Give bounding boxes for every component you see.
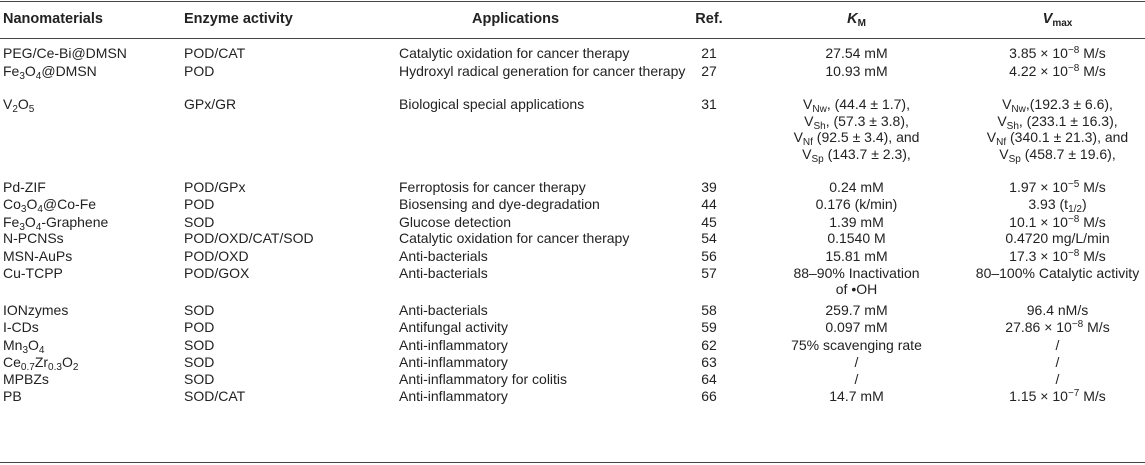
cell-application: Anti-inflammatory xyxy=(399,336,508,353)
vmax-line xyxy=(970,113,1145,130)
vmax-line xyxy=(970,337,1145,354)
cell-km xyxy=(743,96,970,166)
nanomaterial-subscript: 5 xyxy=(28,104,35,115)
vmax-text: V xyxy=(986,129,997,146)
km-line xyxy=(743,129,970,149)
cell-vmax xyxy=(970,265,1145,282)
nanomaterial-text: PB xyxy=(3,387,22,404)
km-line: 0.1540 M xyxy=(827,230,886,246)
nanomaterial-text: @Co-Fe xyxy=(42,195,97,212)
nanomaterial-text: Pd-ZIF xyxy=(3,178,46,195)
vmax-line xyxy=(970,302,1145,319)
nanomaterial-text: O xyxy=(28,336,39,353)
vmax-line xyxy=(970,214,1145,231)
vmax-exponent: −7 xyxy=(1067,387,1080,399)
vmax-line xyxy=(970,45,1145,62)
vmax-text: 3.93 (t xyxy=(1028,195,1069,212)
cell-application: Antifungal activity xyxy=(399,318,508,335)
vmax-text: V xyxy=(1002,96,1012,112)
nanomaterial-text: O xyxy=(17,96,29,112)
vmax-text: (458.7 ± 19.6), xyxy=(1020,146,1116,163)
vmax-subscript: Sp xyxy=(1008,154,1021,166)
km-line: 0.097 mM xyxy=(825,318,888,335)
cell-nanomaterial xyxy=(3,302,68,319)
nanomaterial-subscript: 4 xyxy=(38,344,45,356)
cell-vmax xyxy=(970,388,1145,405)
cell-ref: 21 xyxy=(701,45,717,61)
km-line: 0.24 mM xyxy=(829,178,884,195)
vmax-line xyxy=(970,371,1145,388)
cell-application: Glucose detection xyxy=(399,213,512,230)
cell-enzyme-activity: POD/OXD xyxy=(184,247,249,264)
cell-km xyxy=(743,354,970,371)
header-ref: Ref. xyxy=(695,11,723,27)
cell-enzyme-activity: POD/OXD/CAT/SOD xyxy=(184,230,314,246)
vmax-exponent: −5 xyxy=(1067,178,1080,190)
cell-ref: 31 xyxy=(701,96,717,112)
header-applications: Applications xyxy=(472,11,560,27)
cell-nanomaterial xyxy=(3,337,44,354)
vmax-line xyxy=(970,354,1145,371)
cell-vmax xyxy=(970,354,1145,371)
km-text: (92.5 ± 3.4), and xyxy=(812,129,920,146)
vmax-text: M/s xyxy=(1079,178,1106,195)
nanomaterial-text: Ce xyxy=(3,353,21,370)
cell-km xyxy=(743,63,970,80)
nanomaterial-subscript: 4 xyxy=(37,203,43,215)
cell-km xyxy=(743,302,970,319)
vmax-text: 17.3 × 10 xyxy=(1009,247,1068,264)
header-km: $K_M$ xyxy=(847,11,866,29)
vmax-subscript: 1/2 xyxy=(1068,203,1082,215)
vmax-exponent: −8 xyxy=(1071,318,1084,330)
cell-ref: 44 xyxy=(701,195,717,212)
km-line: 27.54 mM xyxy=(825,45,888,61)
vmax-text: 0.4720 mg/L/min xyxy=(1005,230,1110,246)
vmax-text: M/s xyxy=(1079,62,1106,79)
cell-km xyxy=(743,337,970,354)
cell-application: Anti-inflammatory xyxy=(399,353,508,370)
km-line: 10.93 mM xyxy=(825,62,888,79)
vmax-text: 27.86 × 10 xyxy=(1005,318,1072,335)
km-line xyxy=(743,96,970,113)
vmax-text: V xyxy=(997,112,1007,129)
vmax-line xyxy=(970,265,1145,282)
nanomaterial-text: Co xyxy=(3,195,21,212)
km-text: V xyxy=(804,112,814,129)
cell-nanomaterial xyxy=(3,354,78,371)
cell-km xyxy=(743,230,970,247)
cell-enzyme-activity: POD xyxy=(184,318,215,335)
cell-ref: 58 xyxy=(701,301,717,318)
vmax-text: M/s xyxy=(1079,213,1106,230)
nanomaterial-subscript: 0.3 xyxy=(48,361,62,373)
nanomaterial-subscript: 3 xyxy=(22,344,29,356)
cell-enzyme-activity: POD xyxy=(184,62,215,79)
nanomaterial-text: N-PCNSs xyxy=(3,230,64,246)
vmax-text: 96.4 nM/s xyxy=(1026,301,1089,318)
cell-vmax xyxy=(970,319,1145,336)
cell-application: Biological special applications xyxy=(399,96,585,112)
cell-enzyme-activity: POD xyxy=(184,195,215,212)
cell-km xyxy=(743,319,970,336)
cell-enzyme-activity: SOD xyxy=(184,353,215,370)
km-line: 14.7 mM xyxy=(829,387,884,404)
km-line xyxy=(743,146,970,166)
cell-ref: 39 xyxy=(701,178,717,195)
cell-vmax xyxy=(970,248,1145,265)
cell-ref: 45 xyxy=(701,213,717,230)
cell-nanomaterial xyxy=(3,179,46,196)
cell-km xyxy=(743,196,970,213)
cell-nanomaterial xyxy=(3,196,96,213)
cell-vmax xyxy=(970,214,1145,231)
km-subscript: Nf xyxy=(802,137,813,149)
nanomaterial-subscript: 3 xyxy=(19,221,25,233)
header-enzyme-activity: Enzyme activity xyxy=(184,11,293,27)
cell-nanomaterial xyxy=(3,265,63,282)
nanomaterial-text: V xyxy=(3,96,13,112)
vmax-line xyxy=(970,146,1145,166)
nanomaterial-text: O xyxy=(24,62,36,79)
vmax-line xyxy=(970,96,1145,113)
cell-vmax xyxy=(970,96,1145,166)
vmax-line xyxy=(970,63,1145,80)
vmax-text: (340.1 ± 21.3), and xyxy=(1006,129,1129,146)
vmax-exponent: −8 xyxy=(1067,247,1080,259)
vmax-line xyxy=(970,388,1145,405)
nanomaterial-subscript: 4 xyxy=(35,221,42,233)
cell-vmax xyxy=(970,63,1145,80)
nanomaterial-subscript: 3 xyxy=(19,70,25,82)
cell-vmax xyxy=(970,179,1145,196)
nanomaterial-subscript: 2 xyxy=(12,104,18,115)
cell-nanomaterial xyxy=(3,96,34,113)
cell-nanomaterial xyxy=(3,388,22,405)
nanomaterial-text: Fe xyxy=(3,213,20,230)
vmax-text: M/s xyxy=(1079,45,1106,61)
cell-enzyme-activity: GPx/GR xyxy=(184,96,237,112)
cell-application: Anti-bacterials xyxy=(399,301,488,318)
vmax-line xyxy=(970,196,1145,213)
km-line: of •OH xyxy=(835,281,878,298)
cell-enzyme-activity: POD/GOX xyxy=(184,264,250,281)
cell-enzyme-activity: SOD/CAT xyxy=(184,387,246,404)
vmax-text: 1.97 × 10 xyxy=(1009,178,1068,195)
cell-application: Hydroxyl radical generation for cancer therapy xyxy=(399,62,686,79)
vmax-exponent: −8 xyxy=(1067,62,1080,74)
vmax-text: 4.22 × 10 xyxy=(1009,62,1068,79)
km-subscript: Nw xyxy=(812,104,827,115)
vmax-text: / xyxy=(1055,336,1060,353)
vmax-text: / xyxy=(1055,353,1060,370)
cell-enzyme-activity: POD/CAT xyxy=(184,45,246,61)
km-subscript: Sh xyxy=(813,120,826,132)
cell-nanomaterial xyxy=(3,230,64,247)
cell-ref: 66 xyxy=(701,387,717,404)
vmax-text: V xyxy=(999,146,1009,163)
nanomaterial-text: O xyxy=(26,195,38,212)
cell-application: Anti-bacterials xyxy=(399,264,488,281)
vmax-line xyxy=(970,230,1145,247)
nanomaterial-text: Zr xyxy=(34,353,49,370)
cell-enzyme-activity: POD/GPx xyxy=(184,178,246,195)
cell-application: Catalytic oxidation for cancer therapy xyxy=(399,45,630,61)
vmax-text: M/s xyxy=(1079,387,1106,404)
bottom-rule xyxy=(0,462,1145,463)
cell-vmax xyxy=(970,371,1145,388)
cell-nanomaterial xyxy=(3,319,39,336)
km-line: 88–90% Inactivation xyxy=(793,264,920,281)
cell-vmax xyxy=(970,337,1145,354)
nanomaterial-text: IONzymes xyxy=(3,301,69,318)
nanomaterial-text: @DMSN xyxy=(41,62,97,79)
nanomaterial-text: -Graphene xyxy=(41,213,109,230)
cell-application: Ferroptosis for cancer therapy xyxy=(399,178,586,195)
cell-application: Biosensing and dye-degradation xyxy=(399,195,600,212)
km-line: 259.7 mM xyxy=(825,301,888,318)
nanomaterial-text: MSN-AuPs xyxy=(3,247,73,264)
vmax-subscript: Sh xyxy=(1006,120,1019,132)
cell-ref: 54 xyxy=(701,230,717,246)
km-line: 1.39 mM xyxy=(829,213,884,230)
nanomaterial-subscript: 4 xyxy=(35,70,42,82)
cell-enzyme-activity: SOD xyxy=(184,370,215,387)
vmax-subscript: Nw xyxy=(1011,104,1026,115)
cell-nanomaterial xyxy=(3,63,97,80)
nanomaterial-subscript: 0.7 xyxy=(20,361,35,373)
cell-km xyxy=(743,45,970,62)
nanomaterial-text: Fe xyxy=(3,62,20,79)
cell-nanomaterial xyxy=(3,45,127,62)
vmax-text: / xyxy=(1055,370,1060,387)
nanomaterial-subscript: 3 xyxy=(20,203,27,215)
header-rule xyxy=(0,38,1145,39)
cell-km xyxy=(743,179,970,196)
vmax-line xyxy=(970,319,1145,336)
cell-nanomaterial xyxy=(3,214,108,231)
cell-ref: 59 xyxy=(701,318,717,335)
vmax-text: M/s xyxy=(1079,247,1106,264)
km-text: , (44.4 ± 1.7), xyxy=(826,96,910,112)
cell-ref: 27 xyxy=(701,62,717,79)
vmax-text: ) xyxy=(1081,195,1087,212)
km-line: / xyxy=(854,353,859,370)
cell-application: Anti-inflammatory xyxy=(399,387,508,404)
cell-ref: 63 xyxy=(701,353,717,370)
cell-nanomaterial xyxy=(3,248,72,265)
nanomaterial-text: I-CDs xyxy=(3,318,39,335)
km-line: 0.176 (k/min) xyxy=(815,195,898,212)
cell-ref: 64 xyxy=(701,370,717,387)
cell-km xyxy=(743,214,970,231)
cell-km xyxy=(743,265,970,298)
cell-ref: 57 xyxy=(701,264,717,281)
cell-km xyxy=(743,248,970,265)
cell-enzyme-activity: SOD xyxy=(184,336,215,353)
vmax-text: , (233.1 ± 16.3), xyxy=(1018,112,1118,129)
nanomaterial-text: MPBZs xyxy=(3,370,49,387)
vmax-exponent: −8 xyxy=(1067,45,1080,56)
km-subscript: Sp xyxy=(811,154,824,166)
vmax-text: ,(192.3 ± 6.6), xyxy=(1025,96,1113,112)
cell-ref: 62 xyxy=(701,336,717,353)
vmax-text: M/s xyxy=(1083,318,1110,335)
km-line: 15.81 mM xyxy=(825,247,888,264)
vmax-text: 80–100% Catalytic activity xyxy=(975,264,1140,281)
vmax-text: 1.15 × 10 xyxy=(1009,387,1068,404)
nanomaterial-text: O xyxy=(24,213,36,230)
vmax-line xyxy=(970,248,1145,265)
nanomaterial-text: Cu-TCPP xyxy=(3,264,63,281)
vmax-text: 3.85 × 10 xyxy=(1009,45,1068,61)
km-text: V xyxy=(803,96,813,112)
cell-vmax xyxy=(970,45,1145,62)
header-nanomaterials: Nanomaterials xyxy=(3,11,103,27)
nanomaterial-text: PEG/Ce-Bi@DMSN xyxy=(3,45,127,61)
cell-application: Anti-inflammatory for colitis xyxy=(399,370,568,387)
km-text: V xyxy=(802,146,812,163)
nanomaterial-subscript: 2 xyxy=(72,361,79,373)
cell-enzyme-activity: SOD xyxy=(184,213,215,230)
cell-application: Anti-bacterials xyxy=(399,247,488,264)
cell-nanomaterial xyxy=(3,371,49,388)
cell-enzyme-activity: SOD xyxy=(184,301,215,318)
nanomaterial-text: O xyxy=(61,353,73,370)
km-line xyxy=(743,113,970,130)
cell-km xyxy=(743,388,970,405)
cell-km xyxy=(743,371,970,388)
km-text: , (57.3 ± 3.8), xyxy=(825,112,909,129)
vmax-text: 10.1 × 10 xyxy=(1009,213,1068,230)
nanomaterial-text: Mn xyxy=(3,336,23,353)
cell-vmax xyxy=(970,196,1145,213)
km-text: V xyxy=(793,129,803,146)
cell-vmax xyxy=(970,302,1145,319)
vmax-line xyxy=(970,179,1145,196)
header-vmax: $V_{max}$ xyxy=(1042,11,1073,29)
cell-vmax xyxy=(970,230,1145,247)
km-text: (143.7 ± 2.3), xyxy=(823,146,911,163)
vmax-exponent: −8 xyxy=(1067,213,1080,225)
km-line: / xyxy=(854,370,859,387)
cell-application: Catalytic oxidation for cancer therapy xyxy=(399,230,630,246)
vmax-subscript: Nf xyxy=(996,137,1007,149)
cell-ref: 56 xyxy=(701,247,717,264)
vmax-line xyxy=(970,129,1145,149)
km-line: 75% scavenging rate xyxy=(791,336,922,353)
